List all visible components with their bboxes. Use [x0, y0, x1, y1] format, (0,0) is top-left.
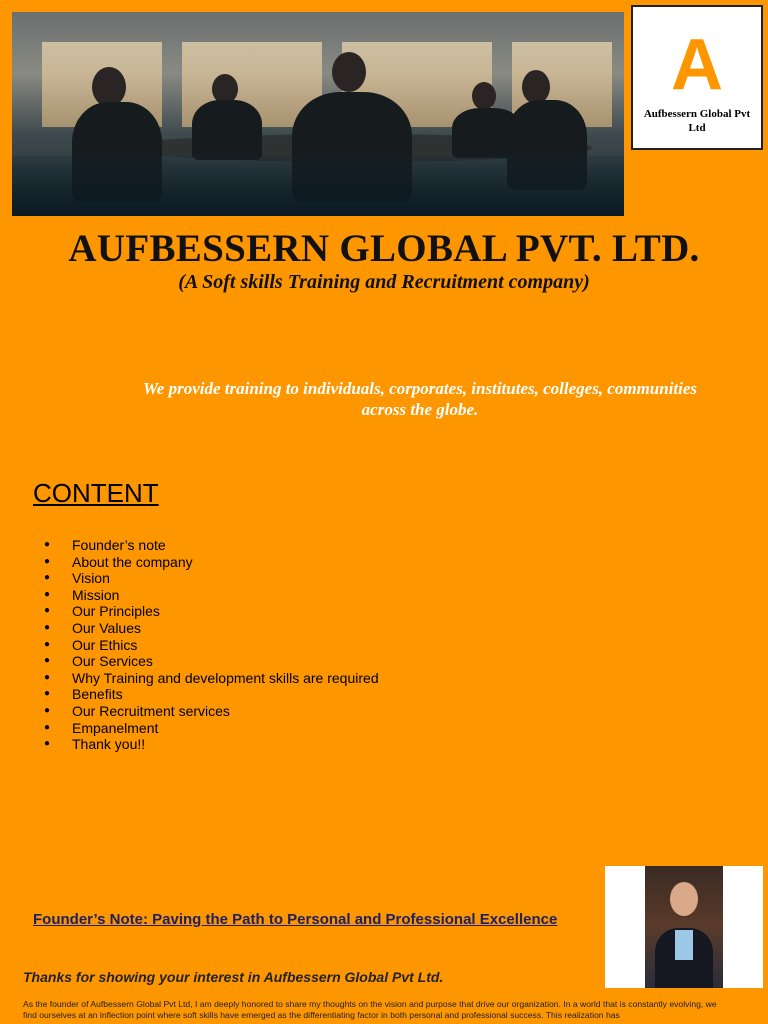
company-logo — [631, 5, 763, 150]
company-descriptor: (A Soft skills Training and Recruitment company) — [178, 271, 590, 293]
company-name: AUFBESSERN GLOBAL PVT. LTD. — [68, 227, 700, 270]
logo-caption: Aufbessern Global Pvt Ltd — [643, 108, 751, 134]
table-of-contents — [40, 537, 379, 753]
toc-item[interactable]: ● Our Principles — [40, 603, 379, 620]
toc-item[interactable]: ● Benefits — [40, 686, 379, 703]
hero-image — [12, 12, 624, 216]
logo-letter: A — [671, 25, 723, 105]
toc-item[interactable]: ● Our Services — [40, 653, 379, 670]
toc-item[interactable]: ● Empanelment — [40, 720, 379, 737]
founder-photo — [605, 866, 763, 988]
thanks-line: Thanks for showing your interest in Aufbessern Global Pvt Ltd. — [23, 969, 444, 985]
founder-note-heading[interactable]: Founder’s Note: Paving the Path to Personal and Professional Excellence — [33, 911, 558, 928]
toc-item[interactable]: ● Vision — [40, 570, 379, 587]
toc-item[interactable]: ● Thank you!! — [40, 736, 379, 753]
toc-item[interactable]: ● Mission — [40, 587, 379, 604]
toc-item[interactable]: ● Why Training and development skills are required — [40, 670, 379, 687]
founder-note-body: As the founder of Aufbessern Global Pvt Ltd, I am deeply honored to share my thoughts on the vision and purpose that drive our organization. In a world that is constantly evolving, we find ourselves at an inflection point where soft skills have emerged as the differentiating factor in both personal and professional success. This realization has — [23, 999, 717, 1020]
content-heading: CONTENT — [33, 478, 159, 508]
toc-item[interactable]: ● About the company — [40, 554, 379, 571]
toc-item[interactable]: ● Our Recruitment services — [40, 703, 379, 720]
toc-item[interactable]: ● Founder’s note — [40, 537, 379, 554]
tagline: We provide training to individuals, corporates, institutes, colleges, communities across the globe. — [142, 379, 698, 419]
toc-item[interactable]: ● Our Ethics — [40, 637, 379, 654]
toc-item[interactable]: ● Our Values — [40, 620, 379, 637]
